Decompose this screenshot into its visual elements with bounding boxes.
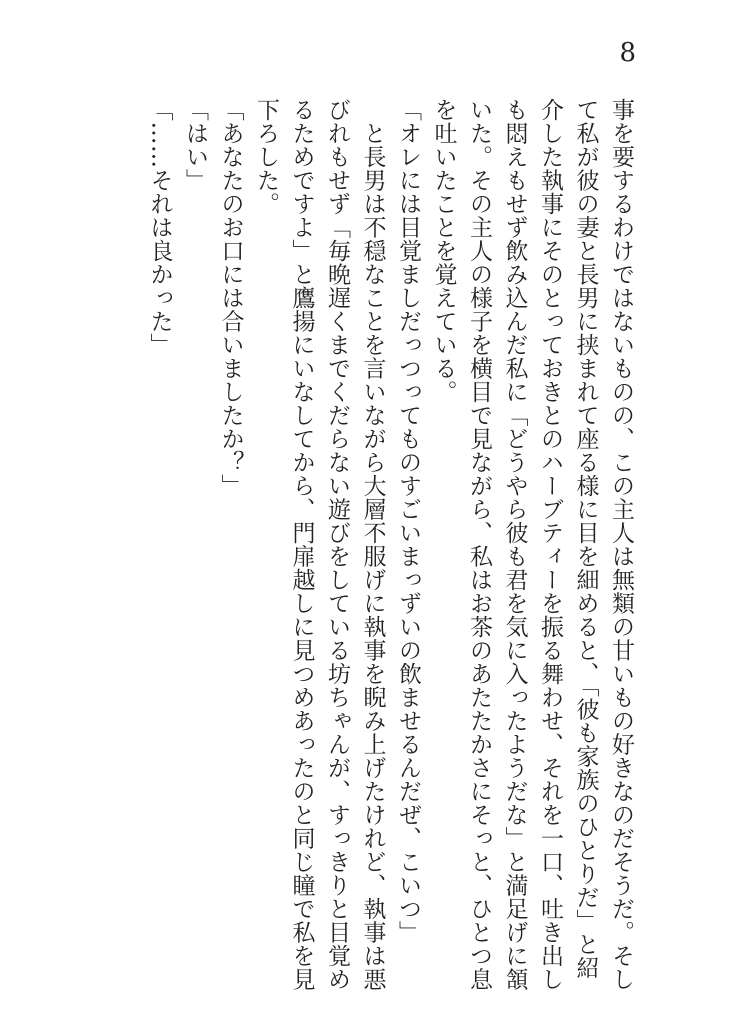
paragraph: と長男は不穏なことを言いながら大層不服げに執事を睨み上げたけれど、執事は悪びれもせず「毎晩遅くまでくだらない遊びをしている坊ちゃんが、すっきりと目覚めるためですよ」と鷹揚にいなしてから、門扉越しに見つめあったのと同じ瞳で私を見下ろした。 [253, 98, 386, 991]
page-number: 8 [619, 38, 636, 68]
paragraph: 「……それは良かった」 [146, 98, 173, 357]
paragraph: 「はい」 [182, 98, 208, 192]
paragraph: 「あなたのお口には合いましたか？」 [217, 98, 244, 498]
paragraph: 事を要するわけではないものの、この主人は無類の甘いもの好きなのだそうだ。そして私が彼の妻と長男に挟まれて座る様に目を細めると、「彼も家族のひとりだ」と紹介した執事にそのとっておきとのハーブティーを振る舞わせ、それを一口、吐き出しも悶えもせず飲み込んだ私に「どうやら彼も君を気に入ったようだな」と満足げに頷いた。その主人の様子を横目で見ながら、私はお茶のあたたかさにそっと、ひとつ息を吐いたことを覚えている。 [430, 98, 634, 991]
body-text [141, 98, 638, 998]
paragraph: 「オレには目覚ましだっつってものすごいまっずいの飲ませるんだぜ、こいつ」 [395, 98, 421, 944]
